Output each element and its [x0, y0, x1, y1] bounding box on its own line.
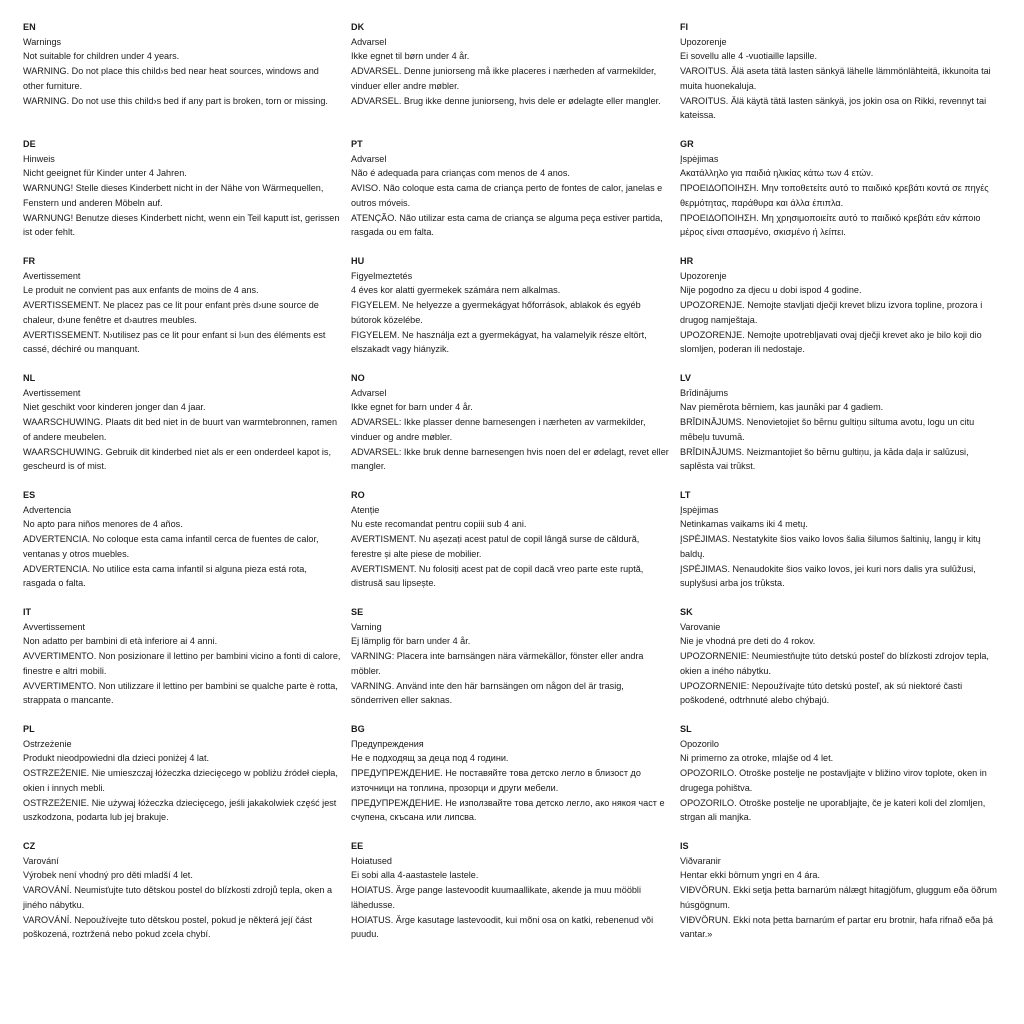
language-block-cz [23, 839, 341, 942]
age-notice: Ni primerno za otroke, mlajše od 4 let. [680, 753, 834, 764]
warning-text: ADVERTENCIA. No coloque esta cama infantil cerca de fuentes de calor, ventanas y otros muebles. [23, 534, 319, 559]
language-code: LV [680, 373, 691, 383]
warning-heading: Viðvaranir [680, 855, 721, 866]
warning-text: AVERTISSEMENT. N›utilisez pas ce lit pour enfant si l›un des éléments est cassé, déchiré ou manquant. [23, 329, 326, 355]
age-notice: Produkt nieodpowiedni dla dzieci poniżej 4 lat. [23, 753, 210, 764]
age-notice: 4 éves kor alatti gyermekek számára nem alkalmas. [351, 285, 561, 296]
language-block-no [351, 371, 669, 474]
age-notice: Nav piemērota bērniem, kas jaunāki par 4 gadiem. [680, 402, 884, 413]
language-code: HR [680, 256, 694, 266]
language-block-it [23, 605, 341, 708]
language-code: CZ [23, 841, 36, 851]
warning-text: AVERTISMENT. Nu folosiți acest pat de copil dacă vreo parte este ruptă, distrusă sau lipsește. [351, 563, 644, 589]
language-block-lv [680, 371, 998, 474]
warning-heading: Avertissement [23, 387, 81, 398]
language-block-hu [351, 254, 669, 357]
age-notice: Nie je vhodná pre deti do 4 rokov. [680, 636, 816, 647]
warning-heading: Upozorenje [680, 36, 727, 47]
warning-text: WARNING. Do not use this child›s bed if any part is broken, torn or missing. [23, 95, 328, 106]
warning-text: WAARSCHUWING. Gebruik dit kinderbed niet als er een onderdeel kapot is, gescheurd is of mist. [23, 446, 331, 472]
language-code: NL [23, 373, 36, 383]
warning-heading: Ostrzeżenie [23, 738, 72, 749]
warning-heading: Brīdinājums [680, 387, 729, 398]
warning-heading: Hoiatused [351, 855, 392, 866]
warning-text: UPOZORNENIE: Neumiestňujte túto detskú posteľ do blízkosti zdrojov tepla, okien a iného nábytku. [680, 651, 989, 676]
language-block-is [680, 839, 998, 942]
warning-text: ADVARSEL. Denne juniorseng må ikke placeres i nærheden af varmekilder, vinduer eller andre møbler. [351, 66, 657, 91]
warning-text: VARNING. Använd inte den här barnsängen om någon del är trasig, sönderriven eller saknas. [351, 680, 624, 706]
warning-heading: Upozorenje [680, 270, 727, 281]
age-notice: Nije pogodno za djecu u dobi ispod 4 godine. [680, 285, 862, 296]
warning-text: ADVARSEL: Ikke bruk denne barnesengen hvis noen del er ødelagt, revet eller mangler. [351, 446, 669, 472]
age-notice: Ei sobi alla 4-aastastele lastele. [351, 870, 479, 881]
warning-text: VAROITUS. Älä käytä tätä lasten sänkyä, jos jokin osa on Rikki, revennyt tai kateissa. [680, 95, 987, 121]
warning-heading: Предупреждения [351, 738, 424, 749]
warning-text: UPOZORENJE. Nemojte stavljati dječji krevet blizu izvora topline, prozora i drugog namještaja. [680, 300, 983, 325]
language-block-pt [351, 137, 669, 240]
language-code: FR [23, 256, 36, 266]
age-notice: Nu este recomandat pentru copiii sub 4 ani. [351, 519, 527, 530]
age-notice: Ikke egnet for barn under 4 år. [351, 402, 473, 413]
language-code: EE [351, 841, 364, 851]
warning-heading: Advertencia [23, 504, 72, 515]
age-notice: Nicht geeignet für Kinder unter 4 Jahren. [23, 168, 187, 179]
language-code: SK [680, 607, 693, 617]
warning-heading: Figyelmeztetés [351, 270, 413, 281]
age-notice: Ikke egnet til børn under 4 år. [351, 51, 470, 62]
warning-text: VAROVÁNÍ. Neumisťujte tuto dětskou postel do blízkosti zdrojů tepla, oken a jiného nábytku. [23, 885, 333, 910]
warning-heading: Atenție [351, 504, 380, 515]
warning-text: ĮSPĖJIMAS. Nenaudokite šios vaiko lovos, jei kuri nors dalis yra sulūžusi, suplyšusi arba jos trūksta. [680, 563, 976, 589]
language-block-dk [351, 20, 669, 108]
age-notice: No apto para niños menores de 4 años. [23, 519, 183, 530]
warning-text: WARNUNG! Benutze dieses Kinderbett nicht, wenn ein Teil kaputt ist, gerissen ist oder fehlt. [23, 212, 340, 238]
warning-text: ПРЕДУПРЕЖДЕНИЕ. Не поставяйте това детско легло в близост до източници на топлина, прозорци и други мебели. [351, 768, 641, 793]
warning-heading: Avertissement [23, 270, 81, 281]
language-block-ee [351, 839, 669, 942]
age-notice: Не е подходящ за деца под 4 години. [351, 753, 509, 764]
age-notice: Ακατάλληλο για παιδιά ηλικίας κάτω των 4 ετών. [680, 168, 874, 179]
warning-text: UPOZORENJE. Nemojte upotrebljavati ovaj dječji krevet ako je bilo koji dio slomljen, poderan ili nedostaje. [680, 329, 982, 355]
language-block-fi [680, 20, 998, 123]
warning-text: ADVERTENCIA. No utilice esta cama infantil si alguna pieza está rota, rasgada o falta. [23, 563, 307, 589]
warning-text: OPOZORILO. Otroške postelje ne uporabljajte, če je kateri koli del zlomljen, strgan ali manjka. [680, 797, 986, 823]
warning-text: ADVARSEL: Ikke plasser denne barnesengen i nærheten av varmekilder, vinduer og andre møbler. [351, 417, 646, 442]
warning-text: FIGYELEM. Ne használja ezt a gyermekágyat, ha valamelyik része eltört, elszakadt vagy hiányzik. [351, 329, 647, 355]
warning-text: WAARSCHUWING. Plaats dit bed niet in de buurt van warmtebronnen, ramen of andere meubelen. [23, 417, 338, 442]
age-notice: Non adatto per bambini di età inferiore ai 4 anni. [23, 636, 218, 647]
language-block-hr [680, 254, 998, 357]
language-code: GR [680, 139, 694, 149]
age-notice: Ei sovellu alle 4 -vuotiaille lapsille. [680, 51, 817, 62]
age-notice: Netinkamas vaikams iki 4 metų. [680, 519, 808, 530]
warning-text: BRĪDINĀJUMS. Nenovietojiet šo bērnu gultiņu siltuma avotu, logu un citu mēbeļu tuvumā. [680, 417, 975, 442]
warning-heading: Advarsel [351, 36, 387, 47]
warning-text: FIGYELEM. Ne helyezze a gyermekágyat hőforrások, ablakok és egyéb bútorok közelébe. [351, 300, 641, 325]
language-block-es [23, 488, 341, 591]
language-code: HU [351, 256, 365, 266]
age-notice: Výrobek není vhodný pro děti mladší 4 let. [23, 870, 193, 881]
language-block-pl [23, 722, 341, 825]
language-block-lt [680, 488, 998, 591]
language-code: IT [23, 607, 32, 617]
language-code: NO [351, 373, 365, 383]
warning-text: AVERTISMENT. Nu așezați acest patul de copil lângă surse de căldură, ferestre și alte piese de mobilier. [351, 534, 640, 559]
language-block-gr [680, 137, 998, 240]
warning-text: WARNING. Do not place this child›s bed near heat sources, windows and other furniture. [23, 66, 319, 91]
language-block-sl [680, 722, 998, 825]
warning-text: AVVERTIMENTO. Non utilizzare il lettino per bambini se qualche parte è rotta, strappata o mancante. [23, 680, 338, 706]
language-code: RO [351, 490, 365, 500]
language-code: IS [680, 841, 689, 851]
language-code: FI [680, 22, 689, 32]
warning-text: ATENÇÃO. Não utilizar esta cama de criança se alguma peça estiver partida, rasgada ou em falta. [351, 212, 663, 238]
age-notice: Não é adequada para crianças com menos de 4 anos. [351, 168, 570, 179]
warning-text: HOIATUS. Ärge pange lastevoodit kuumaallikate, akende ja muu mööbli lähedusse. [351, 885, 641, 910]
warning-text: ΠΡΟΕΙΔΟΠΟΙΗΣΗ. Μην τοποθετείτε αυτό το παιδικό κρεβάτι κοντά σε πηγές θερμότητας, παράθυρα και άλλα έπιπλα. [680, 183, 989, 208]
warning-text: ADVARSEL. Brug ikke denne juniorseng, hvis dele er ødelagte eller mangler. [351, 95, 661, 106]
warning-text: BRĪDINĀJUMS. Neizmantojiet šo bērnu gultiņu, ja kāda daļa ir salūzusi, saplēsta vai trūkst. [680, 446, 969, 472]
language-code: ES [23, 490, 36, 500]
age-notice: Hentar ekki börnum yngri en 4 ára. [680, 870, 821, 881]
language-code: PL [23, 724, 35, 734]
age-notice: Niet geschikt voor kinderen jonger dan 4 jaar. [23, 402, 206, 413]
warning-text: AVVERTIMENTO. Non posizionare il lettino per bambini vicino a fonti di calore, finestre e altri mobili. [23, 651, 341, 676]
language-block-de [23, 137, 341, 240]
age-notice: Ej lämplig för barn under 4 år. [351, 636, 471, 647]
language-code: EN [23, 22, 36, 32]
warning-text: VAROVÁNÍ. Nepoužívejte tuto dětskou postel, pokud je některá její část poškozená, roztržená nebo pokud zcela chybí. [23, 914, 312, 940]
language-code: SE [351, 607, 364, 617]
language-block-bg [351, 722, 669, 825]
warning-heading: Opozorilo [680, 738, 719, 749]
warning-heading: Advarsel [351, 387, 387, 398]
language-code: LT [680, 490, 691, 500]
warning-text: ΠΡΟΕΙΔΟΠΟΙΗΣΗ. Μη χρησιμοποιείτε αυτό το παιδικό κρεβάτι εάν κάποιο μέρος είναι σπασμένο, σκισμένο ή λείπει. [680, 212, 981, 238]
language-block-sk [680, 605, 998, 708]
warning-heading: Įspėjimas [680, 153, 719, 164]
warning-text: OSTRZEŻENIE. Nie używaj łóżeczka dziecięcego, jeśli jakakolwiek część jest uszkodzona, podarta lub jej brakuje. [23, 797, 337, 823]
warning-text: UPOZORNENIE: Nepoužívajte túto detskú posteľ, ak sú niektoré časti poškodené, odtrhnuté alebo chýbajú. [680, 680, 963, 706]
language-code: DE [23, 139, 36, 149]
age-notice: Le produit ne convient pas aux enfants de moins de 4 ans. [23, 285, 259, 296]
warning-text: ĮSPĖJIMAS. Nestatykite šios vaiko lovos šalia šilumos šaltinių, langų ir kitų baldų. [680, 534, 981, 559]
warning-text: VIÐVÖRUN. Ekki nota þetta barnarúm ef partar eru brotnir, hafa rifnað eða þá vantar.» [680, 914, 993, 940]
warning-text: ПРЕДУПРЕЖДЕНИЕ. Не използвайте това детско легло, ако някоя част е счупена, скъсана или липсва. [351, 797, 665, 823]
language-block-en [23, 20, 341, 108]
language-code: DK [351, 22, 365, 32]
language-block-ro [351, 488, 669, 591]
warning-heading: Avvertissement [23, 621, 85, 632]
warning-heading: Varovanie [680, 621, 721, 632]
warning-text: WARNUNG! Stelle dieses Kinderbett nicht in der Nähe von Wärmequellen, Fenstern und anderen Möbeln auf. [23, 183, 324, 208]
language-block-se [351, 605, 669, 708]
warning-heading: Hinweis [23, 153, 55, 164]
warning-text: VARNING: Placera inte barnsängen nära värmekällor, fönster eller andra möbler. [351, 651, 644, 676]
warning-text: VAROITUS. Älä aseta tätä lasten sänkyä lähelle lämmönlähteitä, ikkunoita tai muita huonekaluja. [680, 66, 991, 91]
warning-text: HOIATUS. Ärge kasutage lastevoodit, kui mõni osa on katki, rebenenud või puudu. [351, 914, 654, 940]
warning-heading: Varování [23, 855, 59, 866]
warning-heading: Advarsel [351, 153, 387, 164]
warning-heading: Įspėjimas [680, 504, 719, 515]
age-notice: Not suitable for children under 4 years. [23, 51, 180, 62]
warning-text: VIÐVÖRUN. Ekki setja þetta barnarúm nálægt hitagjöfum, gluggum eða öðrum húsgögnum. [680, 885, 997, 910]
warning-text: AVERTISSEMENT. Ne placez pas ce lit pour enfant près d›une source de chaleur, d›une fenêtre et d›autres meubles. [23, 300, 319, 325]
warning-heading: Warnings [23, 36, 62, 47]
warning-heading: Varning [351, 621, 382, 632]
language-code: BG [351, 724, 365, 734]
language-block-nl [23, 371, 341, 474]
language-block-fr [23, 254, 341, 357]
language-code: PT [351, 139, 363, 149]
warning-text: AVISO. Não coloque esta cama de criança perto de fontes de calor, janelas e outros móveis. [351, 183, 663, 208]
warning-text: OPOZORILO. Otroške postelje ne postavljajte v bližino virov toplote, oken in drugega pohištva. [680, 768, 987, 793]
language-code: SL [680, 724, 692, 734]
warning-text: OSTRZEŻENIE. Nie umieszczaj łóżeczka dziecięcego w pobliżu źródeł ciepła, okien i innych mebli. [23, 768, 338, 793]
